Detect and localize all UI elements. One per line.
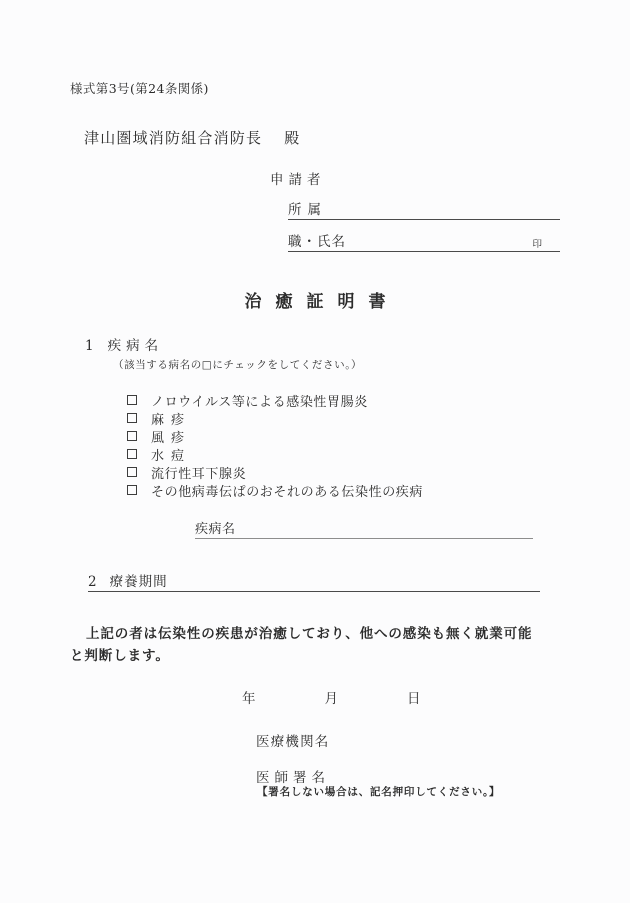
checkbox-icon[interactable] xyxy=(127,485,137,495)
checkbox-icon[interactable] xyxy=(127,395,137,405)
list-item[interactable] xyxy=(127,445,423,463)
list-item-label: 麻疹 xyxy=(151,412,192,428)
checkbox-icon[interactable] xyxy=(127,467,137,477)
disease-name-field-row[interactable] xyxy=(195,518,533,539)
name-label: 職・氏名 xyxy=(288,233,346,250)
doctor-signature-field[interactable] xyxy=(256,766,330,786)
date-year-label: 年 xyxy=(242,691,257,707)
section2-field-row[interactable] xyxy=(88,570,540,592)
list-item-label: 風疹 xyxy=(151,430,192,446)
list-item-label: ノロウイルス等による感染性胃腸炎 xyxy=(151,394,368,410)
list-item-label: その他病毒伝ぱのおそれのある伝染性の疾病 xyxy=(151,484,424,500)
date-line[interactable] xyxy=(208,687,422,707)
affiliation-label: 所属 xyxy=(288,201,327,218)
name-field-row[interactable] xyxy=(288,230,560,252)
list-item[interactable] xyxy=(127,427,423,445)
list-item[interactable] xyxy=(127,391,423,409)
checkbox-icon[interactable] xyxy=(127,413,137,423)
checkbox-icon[interactable] xyxy=(127,449,137,459)
list-item[interactable] xyxy=(127,463,423,481)
disease-checkbox-list xyxy=(127,391,423,499)
section1-note: （該当する病名の□にチェックをしてください。） xyxy=(113,359,363,371)
section1-heading xyxy=(85,334,163,354)
list-item[interactable] xyxy=(127,409,423,427)
organization-label: 医療機関名 xyxy=(256,734,330,750)
doctor-signature-label: 医師署名 xyxy=(256,770,330,786)
affiliation-field-row[interactable] xyxy=(288,198,560,220)
section1-number: 1 xyxy=(85,338,95,354)
section2-heading-text: 療養期間 xyxy=(109,573,168,590)
section2-number: 2 xyxy=(88,573,97,590)
section1-heading-text: 疾病名 xyxy=(107,338,164,354)
disease-name-label: 疾病名 xyxy=(195,522,236,537)
applicant-section-label: 申請者 xyxy=(270,172,326,188)
addressee-line xyxy=(84,127,300,148)
page-title: 治癒証明書 xyxy=(244,292,400,312)
addressee-honorific: 殿 xyxy=(284,129,301,147)
certification-statement: 上記の者は伝染性の疾患が治癒しており、他への感染も無く就業可能と判断します。 xyxy=(70,626,533,665)
date-day-label: 日 xyxy=(407,691,422,707)
list-item-label: 流行性耳下腺炎 xyxy=(151,466,247,482)
checkbox-icon[interactable] xyxy=(127,431,137,441)
date-month-label: 月 xyxy=(324,691,339,707)
list-item-label: 水痘 xyxy=(151,448,192,464)
addressee-name: 津山圏域消防組合消防長 xyxy=(84,129,263,147)
organization-field[interactable] xyxy=(256,730,330,750)
form-number: 様式第3号(第24条関係) xyxy=(70,81,209,96)
list-item[interactable] xyxy=(127,481,423,499)
seal-icon: 印 xyxy=(532,239,542,250)
signature-note: 【署名しない場合は、記名押印してください。】 xyxy=(257,786,501,798)
